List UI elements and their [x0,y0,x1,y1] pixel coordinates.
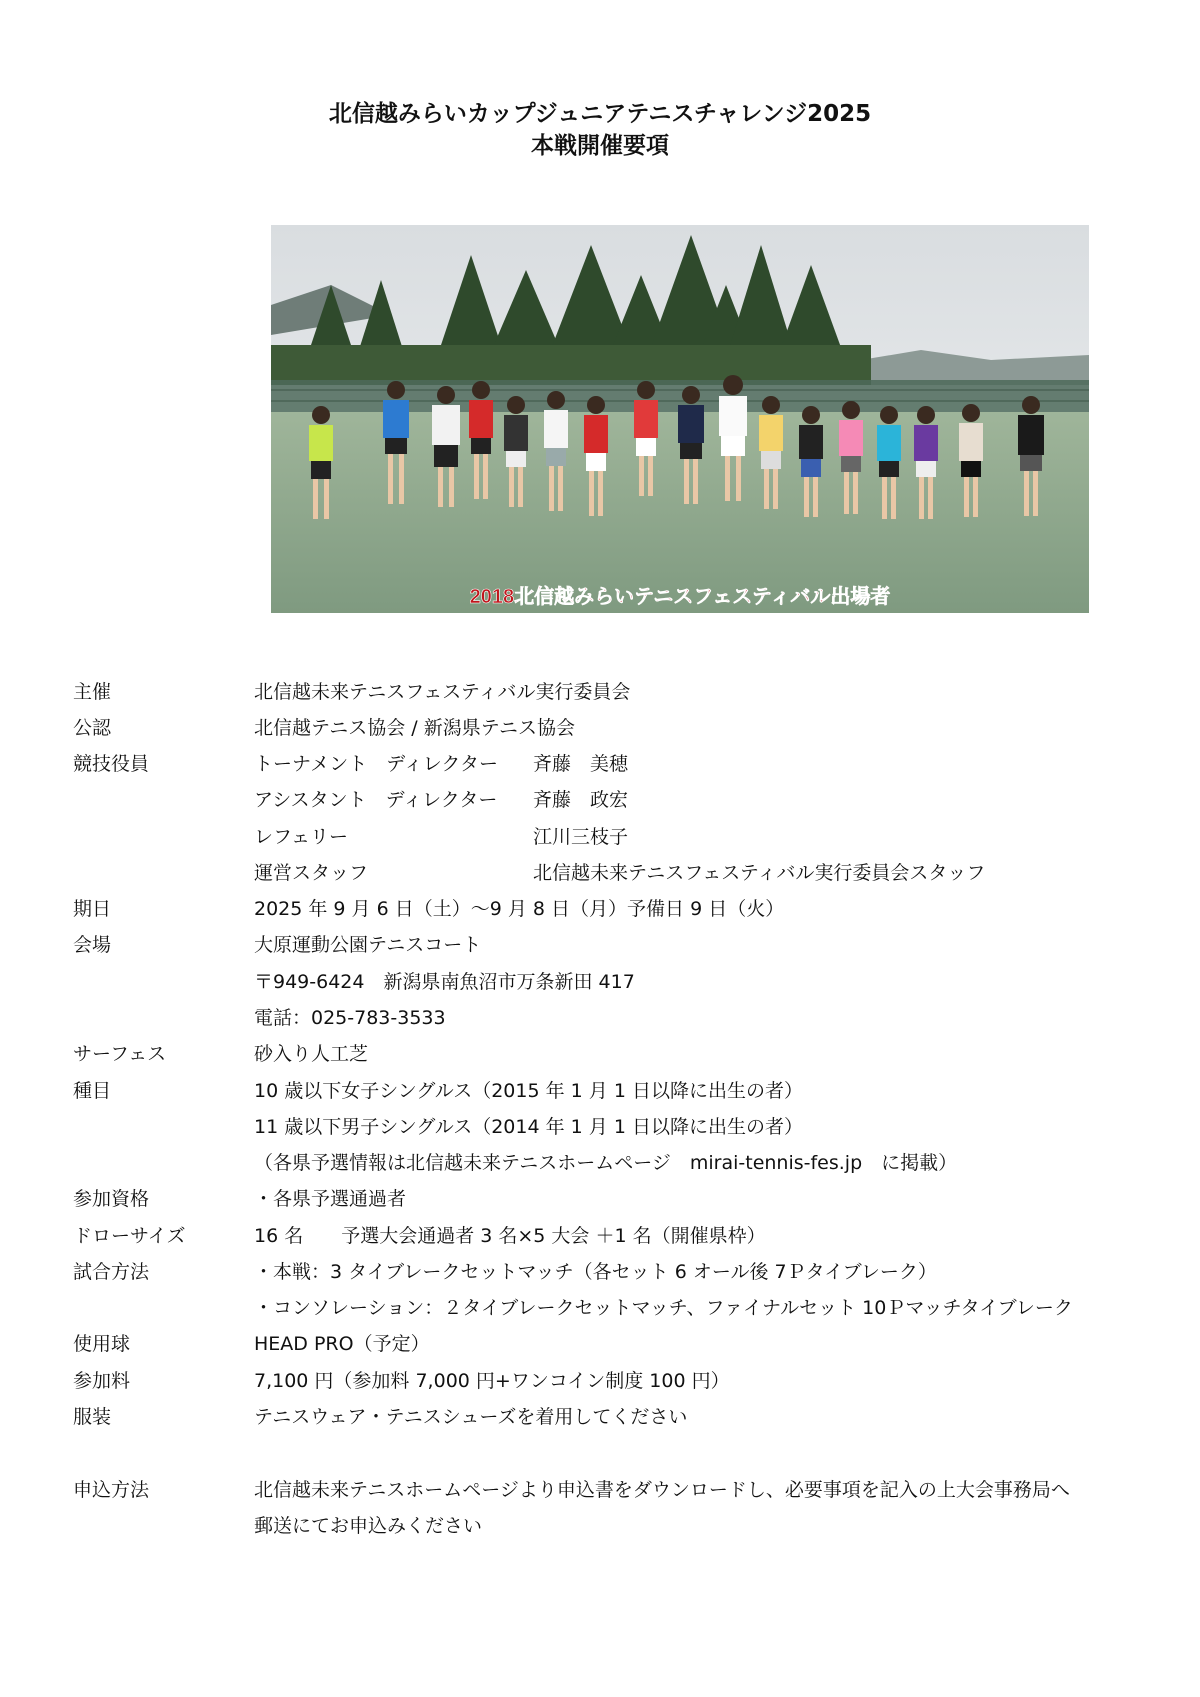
photo-caption: 2018北信越みらいテニスフェスティバル出場者 [469,586,891,608]
eligibility-value: ・各県予選通過者 [254,1188,407,1210]
surface-value: 砂入り人工芝 [254,1043,369,1065]
venue-name: 大原運動公園テニスコート [254,934,482,956]
format-label: 試合方法 [73,1261,150,1283]
venue-label: 会場 [73,934,112,956]
sanction-label: 公認 [73,717,112,739]
dates-label: 期日 [73,898,112,920]
application-label: 申込方法 [73,1479,150,1501]
eligibility-label: 参加資格 [73,1188,150,1210]
official-name: 斉藤 政宏 [533,789,629,811]
application-line: 北信越未来テニスホームページより申込書をダウンロードし、必要事項を記入の上大会事務局へ [254,1479,1070,1501]
event-line: 10 歳以下女子シングルス（2015 年 1 月 1 日以降に出生の者） [254,1080,803,1102]
document-title: 北信越みらいカップジュニアテニスチャレンジ2025 [328,101,872,127]
ball-label: 使用球 [73,1333,131,1355]
format-line: ・コンソレーション：２タイブレークセットマッチ、ファイナルセット 10Ｐマッチタイブレーク [254,1297,1073,1319]
fee-value: 7,100 円（参加料 7,000 円+ワンコイン制度 100 円） [254,1370,730,1392]
events-label: 種目 [73,1080,112,1102]
draw-label: ドローサイズ [73,1225,186,1247]
organizer-label: 主催 [73,681,112,703]
venue-phone: 電話：025-783-3533 [254,1007,446,1029]
official-name: 北信越未来テニスフェスティバル実行委員会スタッフ [533,862,986,884]
event-line: 11 歳以下男子シングルス（2014 年 1 月 1 日以降に出生の者） [254,1116,803,1138]
official-name: 江川三枝子 [533,826,629,848]
dress-value: テニスウェア・テニスシューズを着用してください [254,1406,688,1428]
organizer-value: 北信越未来テニスフェスティバル実行委員会 [254,681,631,703]
draw-value: 16 名 予選大会通過者 3 名×5 大会 ＋1 名（開催県枠） [254,1225,766,1247]
surface-label: サーフェス [73,1043,167,1065]
venue-address: 〒949-6424 新潟県南魚沼市万条新田 417 [254,971,635,993]
group-photo [271,225,1089,613]
dates-value: 2025 年 9 月 6 日（土）～9 月 8 日（月）予備日 9 日（火） [254,898,785,920]
ball-value: HEAD PRO（予定） [254,1333,430,1355]
official-name: 斉藤 美穂 [533,753,629,775]
dress-label: 服装 [73,1406,112,1428]
official-role: 運営スタッフ [254,862,369,884]
official-role: アシスタント ディレクター [254,789,498,811]
format-line: ・本戦：3 タイブレークセットマッチ（各セット 6 オール後 7Ｐタイブレーク） [254,1261,937,1283]
document-subtitle: 本戦開催要項 [531,133,669,159]
official-role: レフェリー [254,826,349,848]
group-photo-image [271,225,1089,613]
application-line: 郵送にてお申込みください [254,1515,483,1537]
official-role: トーナメント ディレクター [254,753,498,775]
sanction-value: 北信越テニス協会 / 新潟県テニス協会 [254,717,575,739]
fee-label: 参加料 [73,1370,131,1392]
officials-label: 競技役員 [73,753,150,775]
event-note: （各県予選情報は北信越未来テニスホームページ mirai-tennis-fes.jp に掲載） [254,1152,958,1174]
